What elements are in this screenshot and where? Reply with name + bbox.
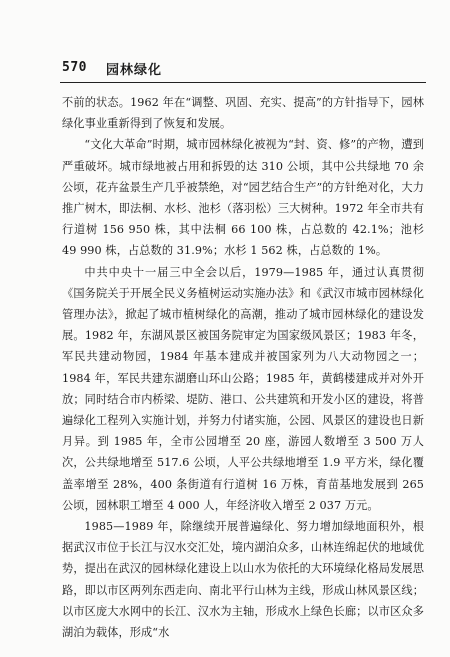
paragraph-1985-1989: 1985—1989 年，除继续开展普遍绿化、努力增加绿地面积外，根据武汉市位于长江与汉水交汇处，境内湖泊众多，山林连绵起伏的地域优势，提出在武汉的园林绿化建设上以山水为依托的大环境绿化格局发展思路，即以市区两列东西走向、南北平行山林为主线，形成山林风景区线；以市区庞大水网中的长江、汉水为主轴，形成水上绿色长廊；以市区众多湖泊为载体，形成“水	[62, 520, 424, 640]
paragraph-cultural-revolution: “文化大革命”时期，城市园林绿化被视为“封、资、修”的产物，遭到严重破坏。城市绿地被占用和拆毁的达 310 公顷，其中公共绿地 70 余公顷，花卉盆景生产几乎被禁绝，对“园艺结合生产”的方针绝对化，大力推广树木，即法桐、水杉、池杉（落羽松）三大树种。1972 年全市共有行道树 156 950 株，其中法桐 66 100 株，占总数的 42.1%；池杉 49 990 株，占总数的 31.9%；水杉 1 562 株，占总数的 1%。	[62, 138, 424, 258]
body-text	[62, 92, 424, 643]
page-header	[62, 58, 424, 80]
page-number: 570	[62, 60, 87, 75]
header-rule	[60, 82, 426, 83]
running-title: 园林绿化	[106, 63, 163, 78]
paragraph-1979-1985: 中共中央十一届三中全会以后，1979—1985 年，通过认真贯彻《国务院关于开展全民义务植树运动实施办法》和《武汉市城市园林绿化管理办法》，掀起了城市植树绿化的高潮，推动了城市园林绿化的建设发展。1982 年，东湖风景区被国务院审定为国家级风景区；1983 年冬，军民共建动物园，1984 年基本建成并被国家列为八大动物园之一；1984 年，军民共建东湖磨山环山公路；1985 年，黄鹤楼建成并对外开放；同时结合市内桥梁、堤防、港口、公共建筑和开发小区的建设，将普遍绿化工程列入实施计划，并努力付诸实施，公园、风景区的建设也日新月异。到 1985 年，全市公园增至 20 座，游园人数增至 3 500 万人次，公共绿地增至 517.6 公顷，人平公共绿地增至 1.9 平方米，绿化覆盖率增至 28%，400 条街道有行道树 16 万株，育苗基地发展到 265 公顷，园林职工增至 4 000 人，年经济收入增至 2 037 万元。	[62, 265, 424, 512]
paragraph-continued: 不前的状态。1962 年在“调整、巩固、充实、提高”的方针指导下，园林绿化事业重新得到了恢复和发展。	[62, 96, 424, 131]
